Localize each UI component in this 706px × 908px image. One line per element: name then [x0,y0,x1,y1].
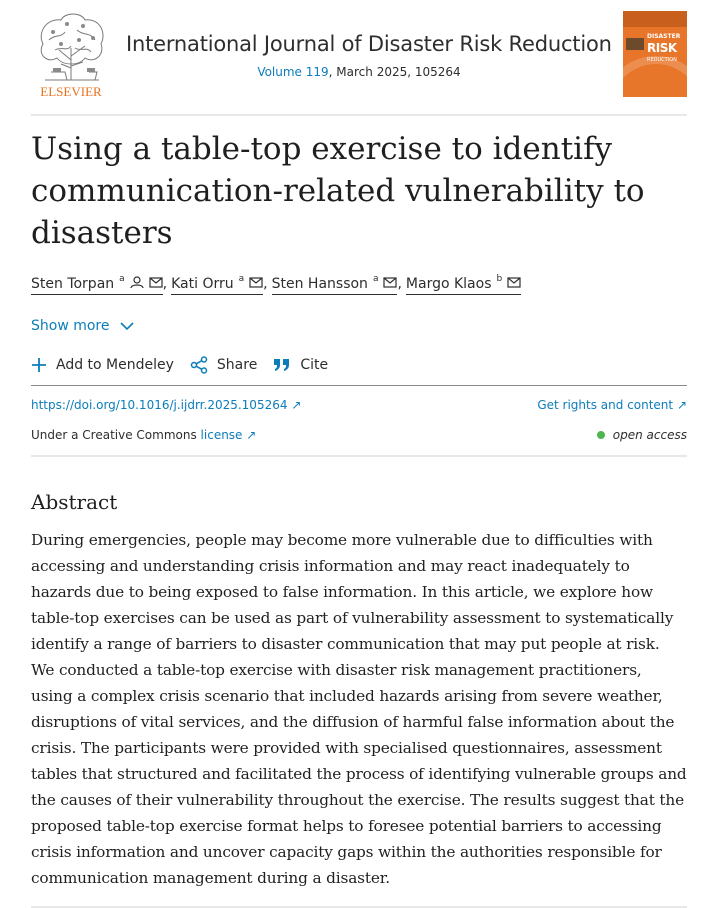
quote-icon [273,358,291,372]
author-kati-orru[interactable] [171,276,263,295]
author-name: Margo Klaos [405,276,492,292]
license-prefix: Under a Creative Commons [31,428,201,442]
abstract-heading: Abstract [31,490,118,514]
open-access-label: open access [612,428,687,442]
elsevier-logo-icon[interactable] [31,10,111,98]
journal-title[interactable]: International Journal of Disaster Risk Reduction [126,32,612,56]
show-more-button[interactable] [31,318,134,334]
cover-text-2: RISK [647,41,677,55]
meta-divider [31,455,687,457]
chevron-down-icon [120,322,134,331]
author-name: Sten Torpan [31,276,115,292]
author-sten-hansson[interactable] [272,276,398,295]
license-link[interactable] [201,428,257,442]
email-icon [149,276,163,288]
cover-photo [626,38,644,50]
abstract-text: During emergencies, people may become more vulnerable due to difficulties with accessing and understanding crisis information and may react inadequately to hazards due to being exposed to false information. In this article, we explore how table-top exercises can be used as part of vulnerability assessment to systematically identify a range of barriers to disaster communication that may put people at risk. We conducted a table-top exercise with disaster risk management practitioners, using a complex crisis scenario that included hazards arising from severe weather, disruptions of vital services, and the diffusion of harmful false information about the crisis. The participants were provided with specialised questionnaires, assessment tables that structured and facilitated the process of identifying vulnerable groups and the causes of their vulnerability throughout the exercise. The results suggest that the proposed table-top exercise format helps to foresee potential barriers to accessing crisis information and uncover capacity gaps within the authorities responsible for communication management during a disaster. [31,531,687,887]
open-access-dot-icon [597,431,605,439]
volume-link[interactable]: Volume 119 [257,65,329,79]
cover-text-1: DISASTER [647,33,681,40]
author-affiliation: a [119,274,125,284]
header-divider [31,114,687,116]
add-to-mendeley-button[interactable] [31,357,174,373]
journal-issue-info [31,65,687,79]
author-name: Kati Orru [171,276,234,292]
get-rights-link[interactable] [537,398,687,412]
mendeley-label: Add to Mendeley [56,357,174,373]
open-access-badge [597,428,687,442]
share-label: Share [216,357,258,373]
author-sten-torpan[interactable] [31,276,163,295]
cite-label: Cite [300,357,329,373]
license-row [31,428,687,442]
journal-header [31,10,687,100]
plus-icon [31,357,47,373]
email-icon [383,276,397,288]
article-toolbar [31,356,344,374]
cover-band [623,11,687,27]
external-link-icon: ↗ [291,398,302,412]
email-icon [507,276,521,288]
cover-text-3: REDUCTION [647,57,677,63]
author-affiliation: a [238,274,245,284]
doi-row [31,398,687,412]
author-margo-klaos[interactable] [406,276,521,295]
cite-button[interactable] [273,357,328,373]
author-list: Sten Torpan $^a$ , Kati Orru $^a$ , Sten Hansson $^a$ , Margo Klaos $^b$ [31,276,521,295]
license-link-text: license [200,428,243,442]
doi-link[interactable] [31,398,301,412]
article-title: Using a table-top exercise to identify communication-related vulnerability to disasters [31,131,645,251]
external-link-icon: ↗ [246,428,257,442]
toolbar-divider [31,385,687,386]
author-affiliation: b [496,274,503,284]
doi-text: https://doi.org/10.1016/j.ijdrr.2025.105264 [31,398,288,412]
author-affiliation: a [372,274,379,284]
external-link-icon: ↗ [676,398,687,412]
publisher-wordmark: ELSEVIER [40,84,102,98]
author-name: Sten Hansson [271,276,368,292]
show-more-label: Show more [31,318,110,334]
share-icon [190,356,208,374]
email-icon [249,276,263,288]
issue-details: , March 2025, 105264 [328,65,461,79]
journal-cover-thumbnail[interactable] [623,11,687,97]
rights-text: Get rights and content [537,398,674,412]
share-button[interactable] [190,356,257,374]
person-icon [130,276,144,289]
